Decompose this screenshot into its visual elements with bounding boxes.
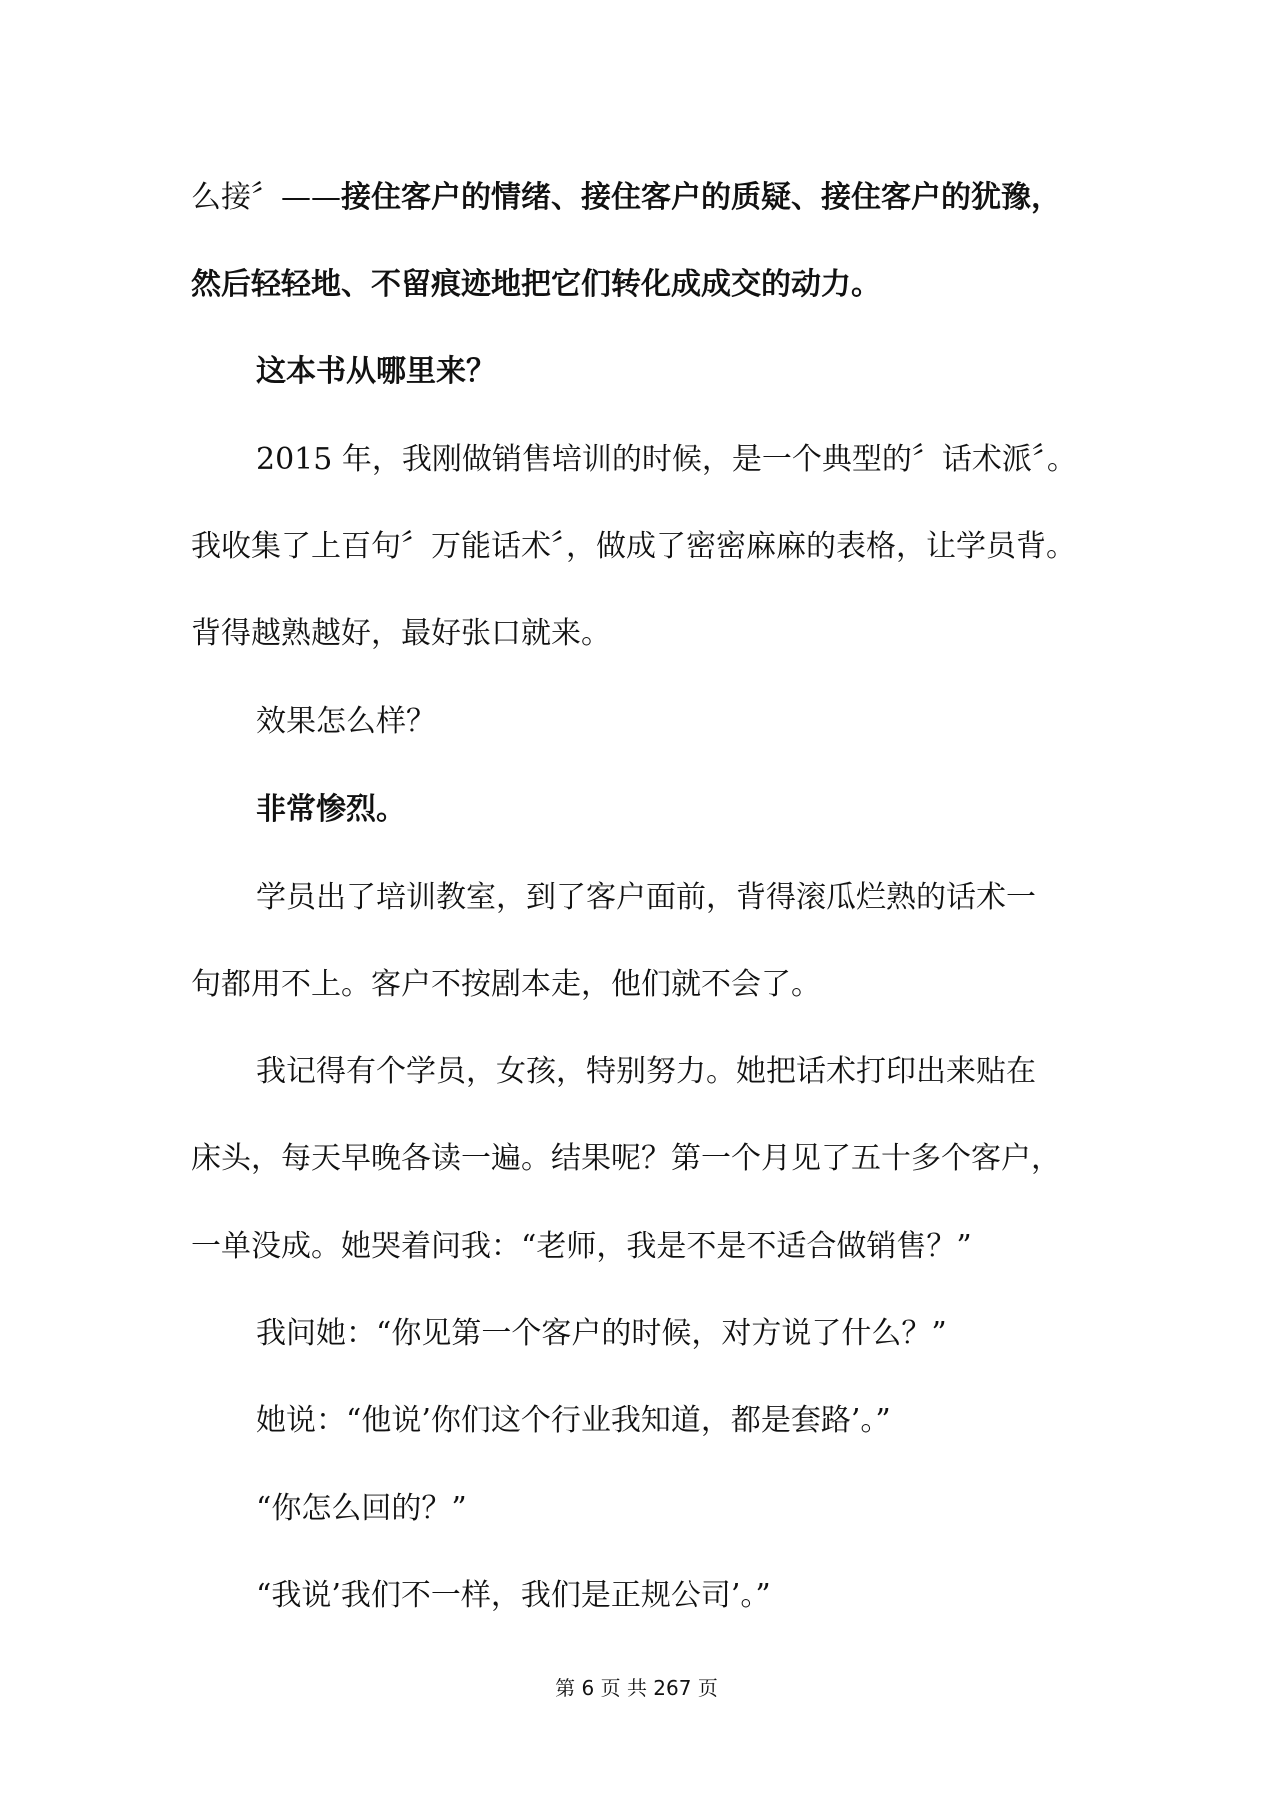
paragraph-line: 我记得有个学员，女孩，特别努力。她把话术打印出来贴在 xyxy=(256,1054,1036,1089)
paragraph-line: 一单没成。她哭着问我：“老师，我是不是不适合做销售？” xyxy=(191,1229,972,1264)
paragraph-line: 我收集了上百句〞万能话术〞，做成了密密麻麻的表格，让学员背。 xyxy=(191,529,1076,564)
paragraph-line xyxy=(191,176,1091,220)
paragraph-line: 床头，每天早晚各读一遍。结果呢？第一个月见了五十多个客户， xyxy=(191,1141,1061,1176)
paragraph-line: 学员出了培训教室，到了客户面前，背得滚瓜烂熟的话术一 xyxy=(256,880,1036,915)
dialogue-line: “我说’我们不一样，我们是正规公司’。” xyxy=(256,1578,771,1613)
emphasis-line: 非常惨烈。 xyxy=(256,792,406,827)
paragraph-line: 背得越熟越好，最好张口就来。 xyxy=(191,616,611,651)
paragraph-text-bold: 接住客户的情绪、接住客户的质疑、接住客户的犹豫， xyxy=(341,180,1061,215)
paragraph-line: 效果怎么样？ xyxy=(256,704,436,739)
page-footer: 第 6 页 共 267 页 xyxy=(555,1676,718,1700)
paragraph-line: 2015 年，我刚做销售培训的时候，是一个典型的〞话术派〞。 xyxy=(256,442,1077,477)
dialogue-line: 我问她：“你见第一个客户的时候，对方说了什么？” xyxy=(256,1316,947,1351)
dialogue-line: 她说：“他说’你们这个行业我知道，都是套路’。” xyxy=(256,1403,891,1438)
section-heading: 这本书从哪里来？ xyxy=(256,354,496,389)
dialogue-line: “你怎么回的？” xyxy=(256,1491,467,1526)
paragraph-line: 然后轻轻地、不留痕迹地把它们转化成成交的动力。 xyxy=(191,267,881,302)
paragraph-line: 句都用不上。客户不按剧本走，他们就不会了。 xyxy=(191,967,821,1002)
paragraph-text-normal: 么接〞—— xyxy=(191,180,341,215)
